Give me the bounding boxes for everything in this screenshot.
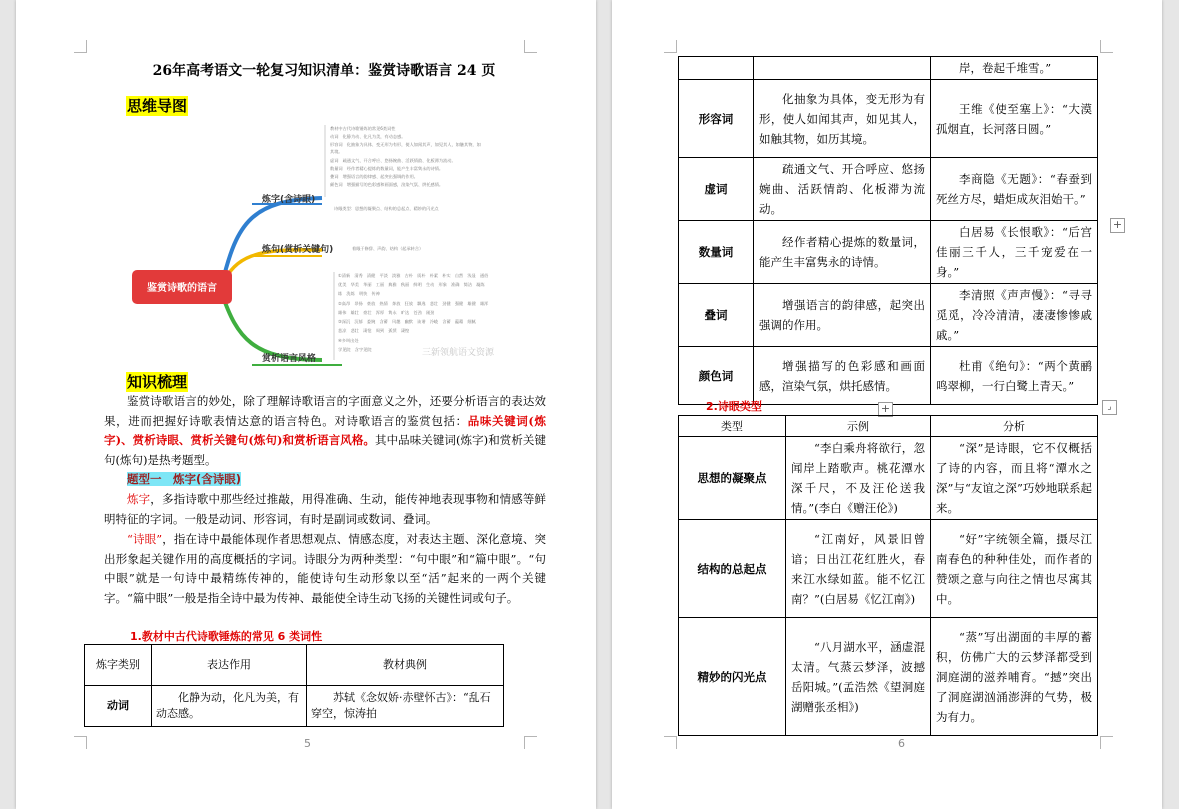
svg-text:教材中古代诗歌锤炼的常见6类词性: 教材中古代诗歌锤炼的常见6类词性	[330, 126, 396, 131]
table-cell: 数量词	[679, 221, 754, 284]
table-cell: 增强语言的韵律感，起突出强调的作用。	[754, 284, 931, 347]
table-header-row	[679, 416, 1098, 437]
crop-mark	[74, 736, 87, 749]
table-row	[679, 618, 1098, 736]
table-cell: 王维《使至塞上》：“大漠孤烟直，长河落日圆。”	[931, 80, 1098, 158]
intro-paragraph: 鉴赏诗歌语言的妙处，除了理解诗歌语言的字面意义之外，还要分析语言的表达效果，进而把握好诗歌表情达意的语言特色。对诗歌语言的鉴赏包括：品味关键词(炼字)、赏析诗眼、赏析关键句(炼句)和赏析语言风格。其中品味关键词(炼字)和赏析关键句(炼句)是热考题型。	[104, 394, 546, 467]
document-page-5	[16, 0, 596, 809]
mindmap-branch-line	[222, 294, 322, 360]
table-cell: “好”字统领全篇，摄尽江南春色的种种佳处，而作者的赞颂之意与向往之情也尽寓其中。	[931, 520, 1098, 618]
table-cell: 杜甫《绝句》：“两个黄鹂鸣翠柳，一行白鹭上青天。”	[931, 347, 1098, 405]
mindmap-center-label: 鉴赏诗歌的语言	[147, 283, 217, 294]
table-cell: “江南好，风景旧曾谙；日出江花红胜火，春来江水绿如蓝。能不忆江南？”(白居易《忆江南》)	[786, 520, 931, 618]
svg-text:②高昂 昂扬 豪放 热情 奔放 狂放 飘逸 悲壮 劲健 强健: ②高昂 昂扬 豪放 热情 奔放 狂放 飘逸 悲壮 劲健 强健 雄健 雄浑	[338, 301, 489, 306]
table-cell: 岸，卷起千堆雪。”	[931, 57, 1098, 80]
table-cell: 思想的凝聚点	[679, 437, 786, 520]
crop-mark	[664, 40, 677, 53]
svg-text:④多叫出处: ④多叫出处	[338, 338, 359, 343]
table-row	[679, 347, 1098, 405]
table-cell: 结构的总起点	[679, 520, 786, 618]
word-class-table-continued	[678, 56, 1098, 405]
page-number: 6	[898, 737, 905, 750]
add-row-button[interactable]: +	[878, 402, 893, 417]
table-cell: 叠词	[679, 284, 754, 347]
table-header-cell: 教材典例	[307, 645, 504, 686]
svg-text:悲凉 悲壮 凄怆 周到 孤愤 凄惶: 悲凉 悲壮 凄怆 周到 孤愤 凄惶	[338, 328, 410, 333]
mindmap-branch-line	[222, 198, 322, 284]
crop-mark	[524, 736, 537, 749]
table-cell: 苏轼《念奴娇·赤壁怀古》：“乱石穿空，惊涛拍	[307, 686, 504, 727]
table-cell: 形容词	[679, 80, 754, 158]
svg-text:练 洗练 明快 传神: 练 洗练 明快 传神	[338, 291, 380, 296]
table-row	[679, 57, 1098, 80]
table-header-cell: 类型	[679, 416, 786, 437]
table-header-cell: 表达作用	[152, 645, 307, 686]
table-row	[679, 284, 1098, 347]
word-class-table	[84, 644, 504, 727]
table-cell: 动词	[85, 686, 152, 727]
svg-text:动词 化静为动、化凡为美，有动态感。: 动词 化静为动、化凡为美，有动态感。	[330, 134, 406, 139]
section-title: 2.诗眼类型	[706, 400, 762, 413]
table-row	[679, 520, 1098, 618]
svg-text:诗眼类型：思想的凝聚点、结构的总起点、精妙的闪光点: 诗眼类型：思想的凝聚点、结构的总起点、精妙的闪光点	[334, 206, 439, 211]
svg-text:虚词 疏通文气、开合呼应、悠扬婉曲、活跃情韵、化板滞为流动。: 虚词 疏通文气、开合呼应、悠扬婉曲、活跃情韵、化板滞为流动。	[330, 158, 456, 163]
svg-text:形容词 化抽象为具体、变无形为有形，使人如闻其声，如见其人，: 形容词 化抽象为具体、变无形为有形，使人如闻其声，如见其人，如触其物，如	[330, 142, 481, 147]
svg-text:雄伟 雄壮 豪壮 浑厚 隽永 旷达 苍劲 刚劲: 雄伟 雄壮 豪壮 浑厚 隽永 旷达 苍劲 刚劲	[338, 310, 435, 315]
svg-text:其境。: 其境。	[330, 149, 343, 154]
table-header-row	[85, 645, 504, 686]
table-resize-handle[interactable]: ⌟	[1102, 400, 1117, 415]
table-cell: 化静为动，化凡为美，有动态感。	[152, 686, 307, 727]
table-cell: 增强描写的色彩感和画面感，渲染气氛，烘托感情。	[754, 347, 931, 405]
table-header-cell: 分析	[931, 416, 1098, 437]
svg-text:学见院 含字见院: 学见院 含字见院	[338, 347, 372, 352]
table-row	[85, 686, 504, 727]
table-cell: 疏通文气、开合呼应、悠扬婉曲、活跃情韵、化板滞为流动。	[754, 158, 931, 221]
table-cell: “深”是诗眼，它不仅概括了诗的内容，而且将“潭水之深”与“友谊之深”巧妙地联系起来。	[931, 437, 1098, 520]
crop-mark	[1100, 736, 1113, 749]
mindmap-diagram	[112, 122, 562, 372]
table-cell: 化抽象为具体，变无形为有形，使人如闻其声，如见其人，如触其物，如历其境。	[754, 80, 931, 158]
svg-text:数量词 经作者精心提炼的数量词，能产生丰富隽永的诗情。: 数量词 经作者精心提炼的数量词，能产生丰富隽永的诗情。	[330, 166, 444, 171]
crop-mark	[524, 40, 537, 53]
svg-text:①清新 清秀 清健 平淡 淡雅 古朴 质朴 朴素 朴实 自然: ①清新 清秀 清健 平淡 淡雅 古朴 质朴 朴素 朴实 自然 浅显 通俗	[338, 273, 489, 278]
crop-mark	[74, 40, 87, 53]
table-row	[679, 158, 1098, 221]
mindmap-heading: 思维导图	[127, 97, 188, 115]
table-cell: 李商隐《无题》：“春蚕到死丝方尽，蜡炬成灰泪始干。”	[931, 158, 1098, 221]
table-row	[679, 437, 1098, 520]
table-row	[679, 80, 1098, 158]
crop-mark	[1100, 40, 1113, 53]
mindmap-branch-label: 炼字(含诗眼)	[262, 195, 316, 205]
mindmap-branch-label: 赏析语言风格	[262, 354, 317, 364]
table-row	[679, 221, 1098, 284]
table-title: 1.教材中古代诗歌锤炼的常见 6 类词性	[130, 630, 323, 643]
crop-mark	[664, 736, 677, 749]
lianzi-paragraph: 炼字，多指诗歌中那些经过推敲，用得准确、生动，能传神地表现事物和情感等鲜明特征的字词。一般是动词、形容词，有时是副词或数词、叠词。	[104, 492, 547, 526]
svg-text:③深沉 沉郁 委婉 含蓄 风趣 幽默 诙谐 冷峻 含蓄 蕴藉: ③深沉 沉郁 委婉 含蓄 风趣 幽默 诙谐 冷峻 含蓄 蕴藉 细腻	[338, 319, 476, 324]
table-header-cell: 炼字类别	[85, 645, 152, 686]
svg-text:优美 华美 华丽 工丽 典雅 秋丽 鲜明 生动 形象 准确: 优美 华美 华丽 工丽 典雅 秋丽 鲜明 生动 形象 准确 简洁 凝练	[338, 282, 485, 287]
knowledge-heading: 知识梳理	[127, 373, 188, 391]
table-cell: “李白乘舟将欲行，忽闻岸上踏歌声。桃花潭水深千尺，不及汪伦送我情。”(李白《赠汪伦》)	[786, 437, 931, 520]
table-cell: 白居易《长恨歌》：“后宫佳丽三千人，三千宠爱在一身。”	[931, 221, 1098, 284]
table-header-cell: 示例	[786, 416, 931, 437]
svg-text:叠词 增强语言的韵律感、起突出强调的作用。: 叠词 增强语言的韵律感、起突出强调的作用。	[330, 174, 418, 179]
shiyan-type-table	[678, 415, 1098, 736]
table-cell: 经作者精心提炼的数量词，能产生丰富隽永的诗情。	[754, 221, 931, 284]
table-cell: “蒸”写出湖面的丰厚的蓄积，仿佛广大的云梦泽都受到洞庭湖的滋养哺育。“撼”突出了洞庭湖汹涌澎湃的气势，极为有力。	[931, 618, 1098, 736]
document-page-6	[612, 0, 1162, 809]
svg-text:颜色词 增强描写的色彩感和画面感，渲染气氛、烘托感情。: 颜色词 增强描写的色彩感和画面感，渲染气氛、烘托感情。	[330, 182, 444, 187]
svg-text:着眼于修辞、声韵、结构（起承转合）: 着眼于修辞、声韵、结构（起承转合）	[352, 246, 424, 251]
mindmap-branch-label: 炼句(赏析关键句)	[262, 245, 334, 255]
shiyan-paragraph: “诗眼”，指在诗中最能体现作者思想观点、情感态度，对表达主题、深化意境、突出形象起关键作用的高度概括的字词。诗眼分为两种类型：“句中眼”和“篇中眼”。“句中眼”就是一句诗中最精练传神的，能使诗句生动形象以至“活”起来的一两个关键字。“篇中眼”一般是指全诗中最为传神、最能使全诗生动飞扬的关键性词或句子。	[104, 532, 546, 605]
table-cell: 颜色词	[679, 347, 754, 405]
document-title: 26年高考语文一轮复习知识清单：鉴赏诗歌语言 24 页	[152, 63, 496, 79]
type-heading: 题型一 炼字(含诗眼)	[127, 472, 242, 486]
page-number: 5	[304, 737, 311, 750]
table-cell: 虚词	[679, 158, 754, 221]
table-cell: 精妙的闪光点	[679, 618, 786, 736]
watermark: 三新领航语文资源	[422, 348, 495, 358]
add-column-button[interactable]: +	[1110, 218, 1125, 233]
table-cell: 李清照《声声慢》：“寻寻觅觅，冷冷清清，凄凄惨惨戚戚。”	[931, 284, 1098, 347]
table-cell: “八月湖水平，涵虚混太清。气蒸云梦泽，波撼岳阳城。”(孟浩然《望洞庭湖赠张丞相》)	[786, 618, 931, 736]
